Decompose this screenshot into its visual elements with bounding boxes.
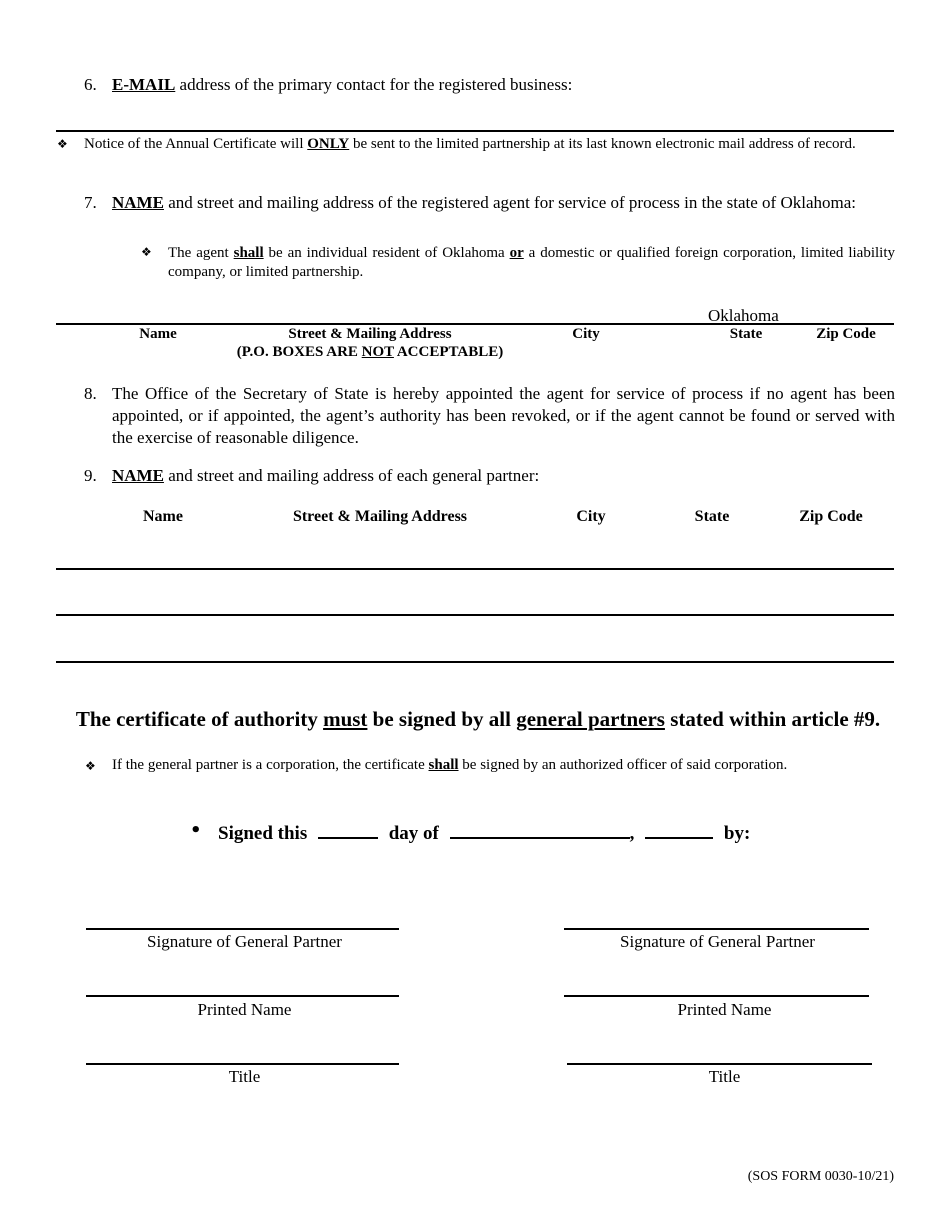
agent-col-city: City [572,326,600,342]
agent-col-address: Street & Mailing Address (P.O. BOXES ARE NOT ACCEPTABLE) [236,326,504,360]
right-printed-name-label: Printed Name [677,1000,772,1019]
email-notice: Notice of the Annual Certificate will ONLY be sent to the limited partnership at its last known electronic mail address of record. [84,136,856,152]
partner-entry-line-1[interactable] [56,568,894,570]
day-field[interactable] [318,819,378,839]
left-signature-label: Signature of General Partner [147,932,342,951]
diamond-bullet-icon: ❖ [57,137,68,151]
partner-col-address: Street & Mailing Address [292,508,468,525]
diamond-bullet-icon: ❖ [85,759,96,773]
year-field[interactable] [645,819,713,839]
email-field-line[interactable] [56,130,894,132]
left-title-line[interactable] [86,1063,399,1065]
item-9-emphasis: NAME [112,466,164,485]
agent-requirement-note: The agent shall be an individual resident of Oklahoma or a domestic or qualified foreign corporation, limited liability company, or limited partnership. [168,245,895,280]
right-printed-name-line[interactable] [564,995,869,997]
agent-col-zip: Zip Code [816,326,876,342]
left-printed-name-label: Printed Name [197,1000,292,1019]
agent-state-prefilled[interactable]: Oklahoma [708,306,779,325]
partner-col-state: State [694,508,730,525]
item-7-number: 7. [84,193,97,212]
month-field[interactable] [450,819,630,839]
signed-this-line: Signed this day of , by: [218,819,750,845]
partner-entry-line-2[interactable] [56,614,894,616]
item-7-label: NAME and street and mailing address of the registered agent for service of process in the state of Oklahoma: [112,193,856,212]
partner-entry-line-3[interactable] [56,661,894,663]
form-id: (SOS FORM 0030-10/21) [747,1169,894,1184]
left-signature-line[interactable] [86,928,399,930]
left-printed-name-line[interactable] [86,995,399,997]
item-9-number: 9. [84,466,97,485]
item-7-emphasis: NAME [112,193,164,212]
right-signature-line[interactable] [564,928,869,930]
partner-col-city: City [576,508,606,525]
signing-heading: The certificate of authority must be signed by all general partners stated within article #9. [75,707,881,731]
round-bullet-icon: • [190,820,202,841]
corporation-signing-note: If the general partner is a corporation, the certificate shall be signed by an authorized officer of said corporation. [112,757,788,773]
partner-col-name: Name [143,508,183,525]
right-signature-label: Signature of General Partner [620,932,815,951]
item-6-emphasis: E-MAIL [112,75,176,94]
right-title-label: Title [708,1067,741,1086]
agent-entry-line[interactable] [56,323,894,325]
item-6-number: 6. [84,75,97,94]
item-8-number: 8. [84,384,97,403]
diamond-bullet-icon: ❖ [141,245,152,259]
partner-col-zip: Zip Code [799,508,863,525]
by-label: by: [723,823,751,844]
day-of-label: day of [388,823,439,844]
notice-emphasis: ONLY [307,136,350,152]
left-title-label: Title [228,1067,261,1086]
agent-col-state: State [729,326,763,342]
item-6-text: address of the primary contact for the registered business: [175,75,573,94]
item-9-label: NAME and street and mailing address of each general partner: [112,466,540,485]
agent-col-name: Name [139,326,177,342]
item-8-text: The Office of the Secretary of State is hereby appointed the agent for service of process if no agent has been appointed, or if appointed, the agent’s authority has been revoked, or if the agent cannot be found or served with the exercise of reasonable diligence. [112,384,895,447]
right-title-line[interactable] [567,1063,872,1065]
signed-this-label: Signed this [218,823,308,844]
item-6-label [112,75,572,95]
